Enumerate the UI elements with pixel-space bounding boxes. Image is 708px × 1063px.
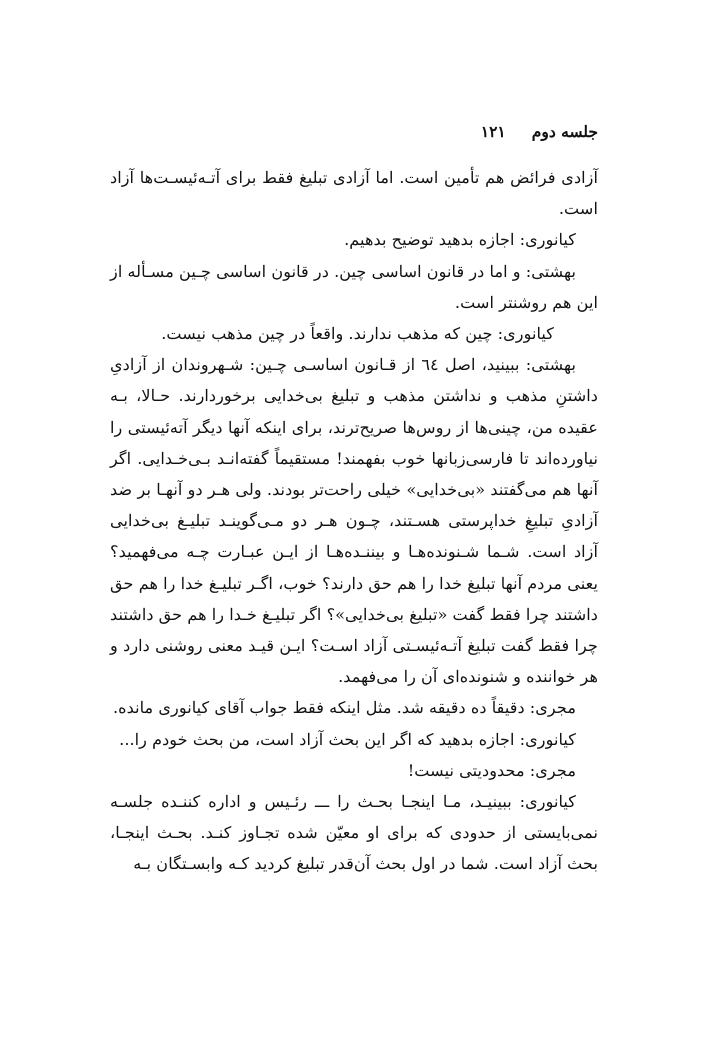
paragraph: کیانوری: چین که مذهب ندارند. واقعاً در چین مذهب نیست. — [161, 324, 554, 344]
paragraph: مجری: محدودیتی نیست! — [407, 760, 576, 780]
paragraph: مجری: دقیقاً ده دقیقه شد. مثل اینکه فقط جواب آقای کیانوری مانده. — [113, 698, 576, 718]
paragraph: بهشتی: و اما در قانون اساسی چین. در قانون اساسی چـین مسـأله از این هم روشنتر است. — [110, 261, 598, 312]
paragraph: آزادی فرائض هم تأمین است. اما آزادی تبلیغ فقط برای آتـه‌ئیسـت‌ها آزاد است. — [110, 168, 598, 219]
page-number: ۱۲۱ — [480, 122, 506, 141]
paragraph: بهشتی: ببینید، اصل ٦٤ از قـانون اساسـی چـین: شـهروندان از آزادیِ داشتنِ مذهب و نداشتن مذهب و تبلیغ بی‌خدایی برخوردارند. حـالا، بـه عقیده من، چینی‌ها از روس‌ها صریح‌ترند، برای اینکه آنها دیگر آته‌ئیستی را نیاورده‌اند تا فارسی‌زبانها خوب بفهمند! مستقیماً گفته‌انـد بـی‌خـدایی. اگر آنها هم می‌گفتند «بی‌خدایی» خیلی راحت‌تر بودند. ولی هـر دو آنهـا بر ضد آزادیِ تبلیغِ خداپرستی هسـتند، چـون هـر دو مـی‌گوینـد تبلیـغ بی‌خدایی آزاد است. شـما شـنونده‌هـا و بیننـده‌هـا از ایـن عبـارت چـه می‌فهمید؟ یعنی مردم آنها تبلیغ خدا را هم حق دارند؟ خوب، اگـر تبلیـغ خدا را هم حق داشتند چرا فقط گفت «تبلیغ بی‌خدایی»؟ اگر تبلیـغ خـدا را هم حق داشتند چرا فقط گفت تبلیغ آتـه‌ئیسـتی آزاد اسـت؟ ایـن قیـد معنی روشنی دارد و هر خواننده و شنونده‌ای آن را می‌فهمد. — [110, 355, 598, 687]
paragraph: کیانوری: ببینیـد، مـا اینجـا بحـث را ـــ رئـیس و اداره کننـده جلسـه نمی‌بایستی از حدودی که برای او معیّن شده تجـاوز کنـد. بحـث اینجـا، بحث آزاد است. شما در اول بحث آن‌قدر تبلیغ کردید کـه وابسـتگان بـه — [110, 792, 598, 874]
body-text — [110, 162, 598, 880]
paragraph: کیانوری: اجازه بدهید توضیح بدهیم. — [344, 230, 576, 250]
chapter-title: جلسه دوم — [531, 122, 598, 141]
running-head — [412, 120, 598, 144]
paragraph: کیانوری: اجازه بدهید که اگر این بحث آزاد است، من بحث خودم را... — [119, 729, 576, 749]
